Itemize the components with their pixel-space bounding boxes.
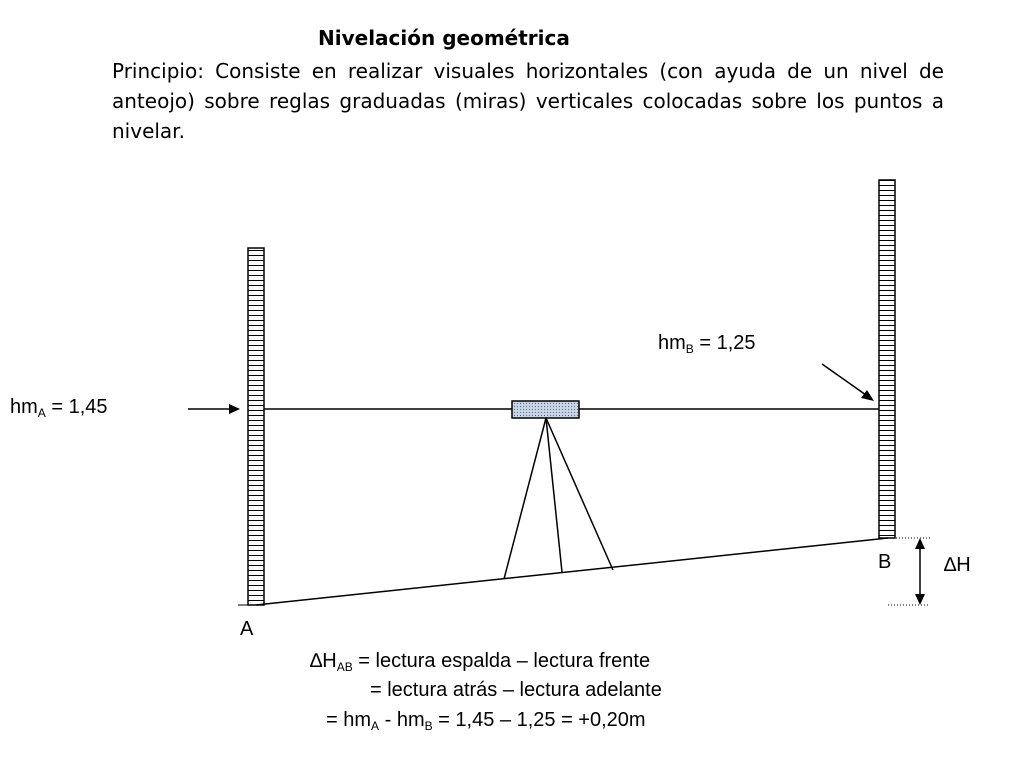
formula-line-2: = lectura atrás – lectura adelante: [370, 679, 662, 701]
arrow-hm-a: [188, 404, 240, 414]
rod-b: [879, 180, 895, 538]
principle-text: Principio: Consiste en realizar visuales horizontales (con ayuda de un nivel de anteojo) sobre reglas graduadas (miras) verticales colocadas sobre los puntos a nivelar.: [112, 59, 944, 143]
label-hm-a: $hm_A = 1,45$: [10, 396, 108, 420]
slide-title: Nivelación geométrica: [318, 26, 570, 50]
label-point-b: B: [878, 551, 892, 573]
formula-line-3: = $hm_A - hm_B = 1,45 - 1,25 = +0,20m$: [326, 709, 646, 733]
rod-a: [248, 248, 264, 605]
delta-h-dimension: [888, 538, 930, 605]
ground-line: [256, 538, 888, 605]
label-point-a: A: [240, 618, 254, 640]
formula-line-1: $\Delta H_{AB}$ = lectura espalda – lectura frente: [310, 650, 651, 674]
tripod: [504, 418, 613, 579]
label-hm-b: $hm_B = 1,25$: [658, 332, 756, 356]
level-instrument: [512, 401, 579, 418]
label-delta-h: ∆H: [944, 554, 971, 576]
arrow-hm-b: [822, 364, 874, 401]
